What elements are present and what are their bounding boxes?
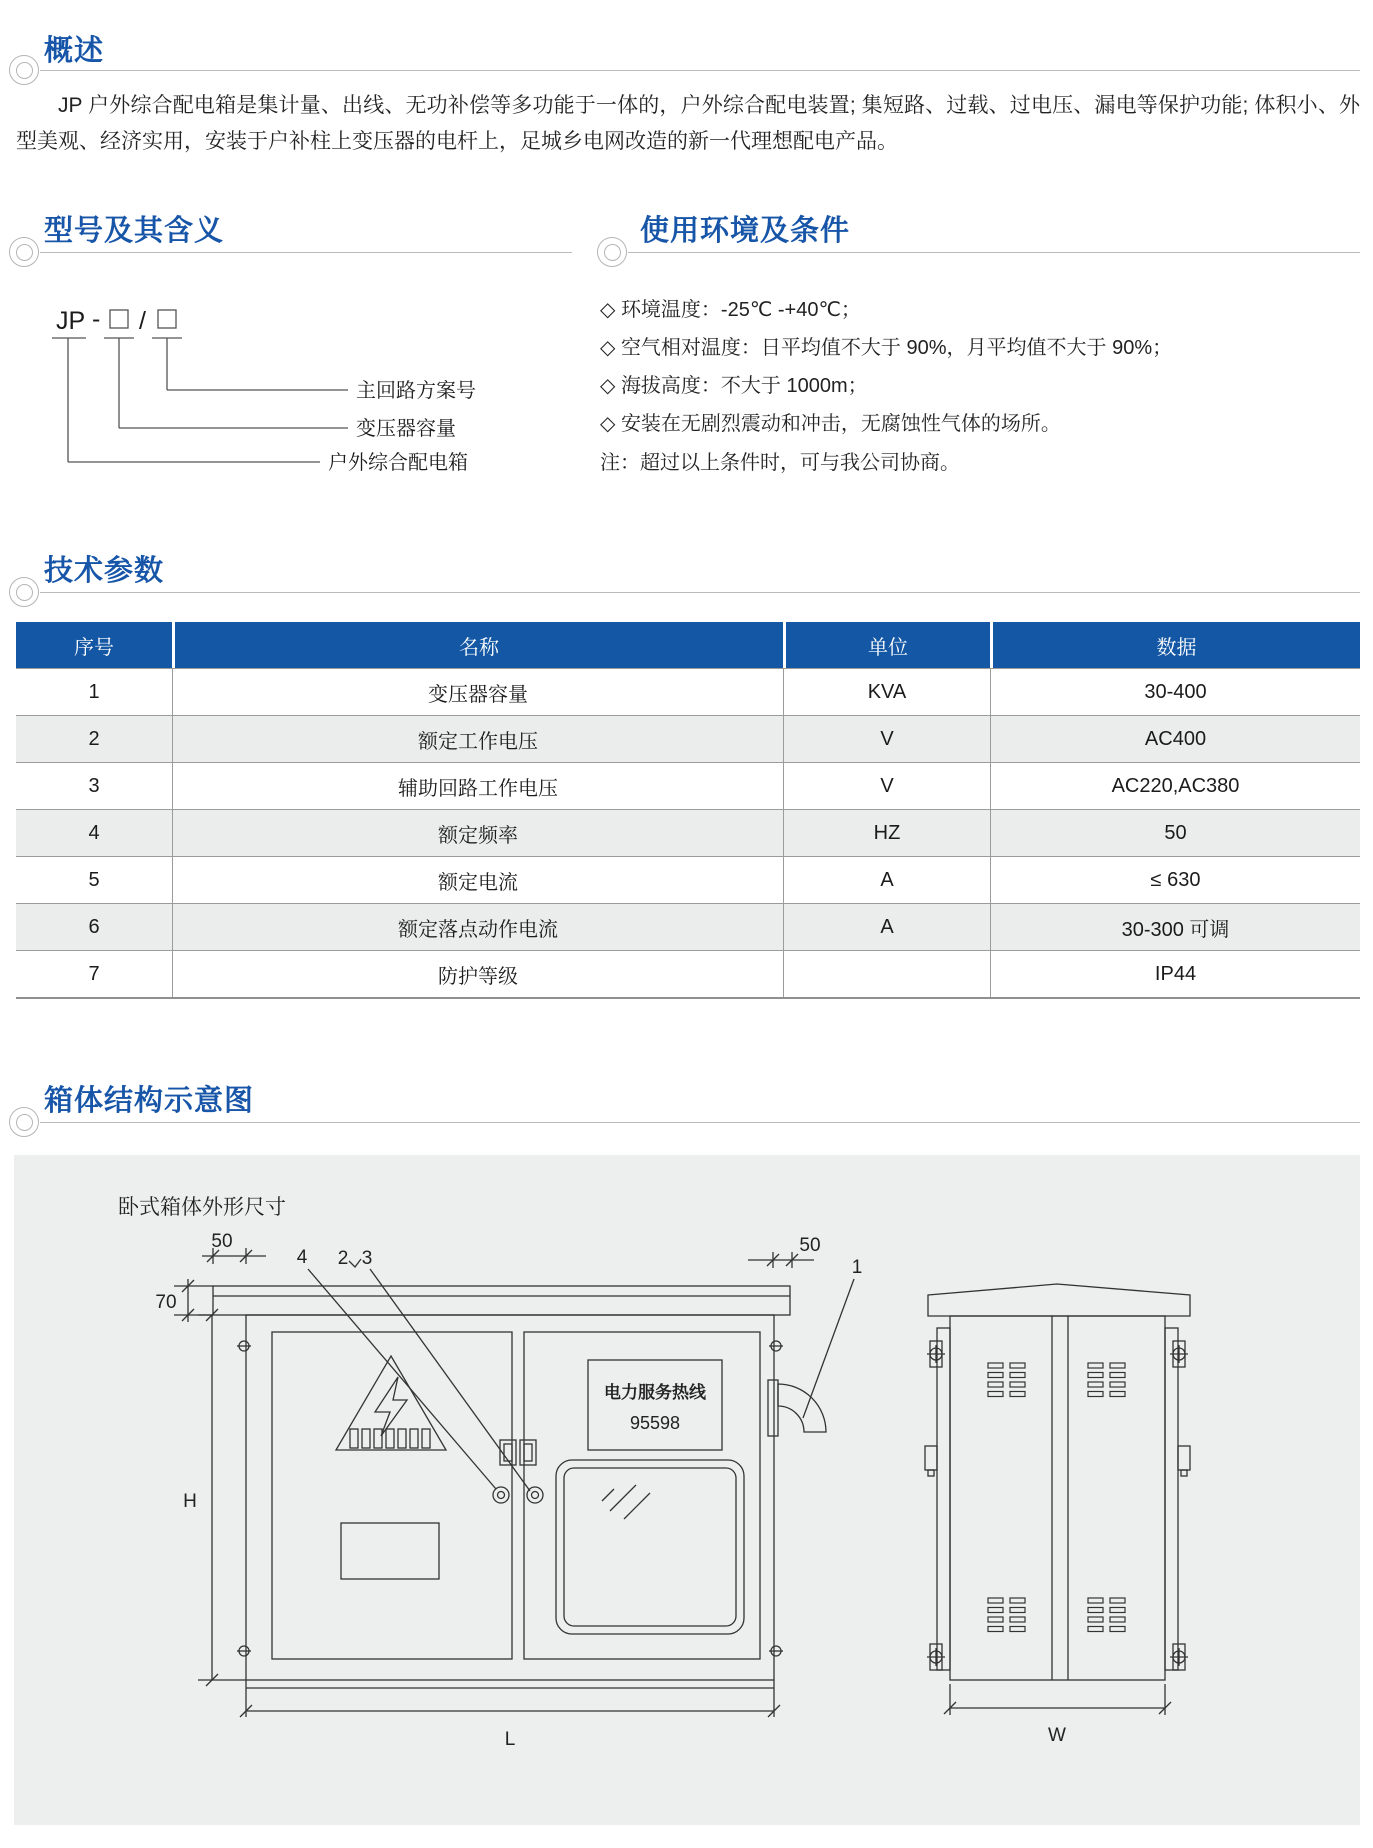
hotline-sign: [588, 1360, 722, 1450]
front-body: [246, 1315, 774, 1680]
table-row: [16, 715, 1360, 762]
table-cell: 1: [88, 680, 100, 703]
model-box-1: [110, 310, 128, 328]
side-body: [950, 1316, 1165, 1680]
model-code-slash: /: [139, 307, 146, 335]
table-cell: AC400: [990, 716, 1360, 762]
env-item: ◇ 空气相对温度：日平均值不大于 90%，月平均值不大于 90%；: [600, 337, 1173, 359]
model-title: 型号及其含义: [44, 215, 225, 247]
table-cell: 额定工作电压: [172, 716, 783, 762]
table-cell: ≤ 630: [990, 857, 1360, 903]
cable-elbow: [778, 1384, 826, 1432]
section-marker-icon: [9, 577, 39, 607]
callout-2-3-link: [349, 1259, 361, 1267]
drawing-caption: 卧式箱体外形尺寸: [118, 1196, 286, 1219]
table-cell: AC220,AC380: [990, 763, 1360, 809]
table-header-cell: 名称: [172, 622, 783, 668]
table-cell: IP44: [990, 951, 1360, 997]
table-cell: 30-400: [990, 669, 1360, 715]
table-row: [16, 809, 1360, 856]
env-item: ◇ 安装在无剧烈震动和冲击，无腐蚀性气体的场所。: [600, 413, 1061, 435]
model-code-prefix: JP: [56, 307, 86, 335]
env-item: ◇ 环境温度：-25℃ -+40℃；: [600, 299, 861, 321]
specs-title: 技术参数: [44, 555, 165, 587]
dim-label-W: W: [1048, 1725, 1066, 1746]
elbow-mount-plate: [768, 1380, 778, 1436]
left-door-lock: [493, 1487, 509, 1503]
callout-label-4: 4: [296, 1247, 308, 1268]
section-marker-icon: [9, 237, 39, 267]
overview-title: 概述: [44, 35, 105, 67]
side-view: [925, 1284, 1190, 1715]
hotline-sign-text: 电力服务热线: [604, 1383, 706, 1402]
section-marker-icon: [9, 1107, 39, 1137]
table-cell: 防护等级: [172, 951, 783, 997]
section-divider: [40, 252, 572, 253]
front-left-door: [272, 1332, 512, 1659]
model-box-2: [158, 310, 176, 328]
structure-drawing-panel: [14, 1155, 1360, 1825]
table-cell: [783, 951, 990, 997]
table-row: [16, 903, 1360, 950]
dim-label-50-left: 50: [211, 1231, 233, 1252]
section-divider: [40, 592, 1360, 593]
side-left-handle: [925, 1446, 937, 1470]
overview-paragraph: JP 户外综合配电箱是集计量、出线、无功补偿等多功能于一体的，户外综合配电装置; 集短路、过载、过电压、漏电等保护功能; 体积小、外型美观、经济实用，安装于户补柱上变压器的电杆上，足城乡电网改造的新一代理想配电产品。: [16, 94, 1360, 153]
model-designation-diagram: [40, 288, 540, 483]
table-cell: 5: [88, 868, 100, 891]
table-cell: A: [783, 857, 990, 903]
section-divider: [628, 252, 1360, 253]
warning-text-strip: [350, 1429, 430, 1448]
dim-label-L: L: [504, 1729, 516, 1750]
callout-1-leader: [803, 1279, 854, 1418]
dim-label-70: 70: [155, 1292, 177, 1313]
table-cell: KVA: [783, 669, 990, 715]
section-marker-icon: [597, 237, 627, 267]
front-roof: [213, 1286, 790, 1315]
table-cell: 6: [88, 915, 100, 938]
table-cell: 额定电流: [172, 857, 783, 903]
vent-louvers: [988, 1363, 1025, 1397]
table-header-cell: 数据: [990, 622, 1360, 668]
lightning-bolt-icon: [375, 1377, 407, 1436]
callout-label-2: 2: [337, 1248, 349, 1269]
table-cell: 额定频率: [172, 810, 783, 856]
structure-title: 箱体结构示意图: [44, 1085, 255, 1117]
table-cell: HZ: [783, 810, 990, 856]
model-label-box: 户外综合配电箱: [328, 452, 468, 474]
side-roof: [928, 1284, 1190, 1316]
vent-louvers: [1088, 1363, 1125, 1397]
table-row: [16, 668, 1360, 715]
model-code-dash: -: [92, 305, 101, 333]
table-header-cell: 单位: [783, 622, 990, 668]
table-cell: 额定落点动作电流: [172, 904, 783, 950]
nameplate: [341, 1523, 439, 1579]
section-divider: [40, 70, 1360, 71]
table-header-row: [16, 622, 1360, 668]
table-cell: 7: [88, 962, 100, 985]
table-row: [16, 950, 1360, 997]
vent-louvers: [988, 1598, 1025, 1632]
table-cell: 辅助回路工作电压: [172, 763, 783, 809]
vent-louvers: [1088, 1598, 1125, 1632]
callout-label-1: 1: [851, 1257, 863, 1278]
callout-3-leader: [370, 1269, 530, 1491]
table-cell: V: [783, 763, 990, 809]
env-item: ◇ 海拔高度：不大于 1000m；: [600, 375, 868, 397]
dim-label-50-right: 50: [799, 1235, 821, 1256]
section-marker-icon: [9, 55, 39, 85]
dim-label-H: H: [183, 1491, 197, 1512]
meter-window: [556, 1460, 744, 1634]
callout-label-3: 3: [361, 1248, 373, 1269]
table-cell: 4: [88, 821, 100, 844]
model-label-transformer: 变压器容量: [356, 418, 456, 440]
environment-title: 使用环境及条件: [640, 215, 851, 247]
callout-4-leader: [308, 1269, 496, 1489]
table-row: [16, 762, 1360, 809]
table-cell: 3: [88, 774, 100, 797]
table-header-cell: 序号: [74, 636, 114, 659]
section-divider: [40, 1122, 1360, 1123]
cabinet-structure-drawing: [14, 1155, 1360, 1825]
hotline-sign-number: 95598: [629, 1413, 681, 1433]
table-row: [16, 856, 1360, 903]
table-cell: 50: [990, 810, 1360, 856]
side-right-handle: [1178, 1446, 1190, 1470]
spec-table: [16, 622, 1360, 999]
table-cell: 2: [88, 727, 100, 750]
model-label-main-circuit: 主回路方案号: [356, 380, 476, 402]
table-cell: V: [783, 716, 990, 762]
side-hinges: [927, 1341, 1188, 1670]
front-view: [174, 1248, 854, 1717]
table-cell: A: [783, 904, 990, 950]
table-cell: 变压器容量: [172, 669, 783, 715]
table-cell: 30-300 可调: [990, 904, 1360, 950]
front-right-door: [524, 1332, 760, 1659]
env-note: 注：超过以上条件时，可与我公司协商。: [600, 452, 960, 474]
